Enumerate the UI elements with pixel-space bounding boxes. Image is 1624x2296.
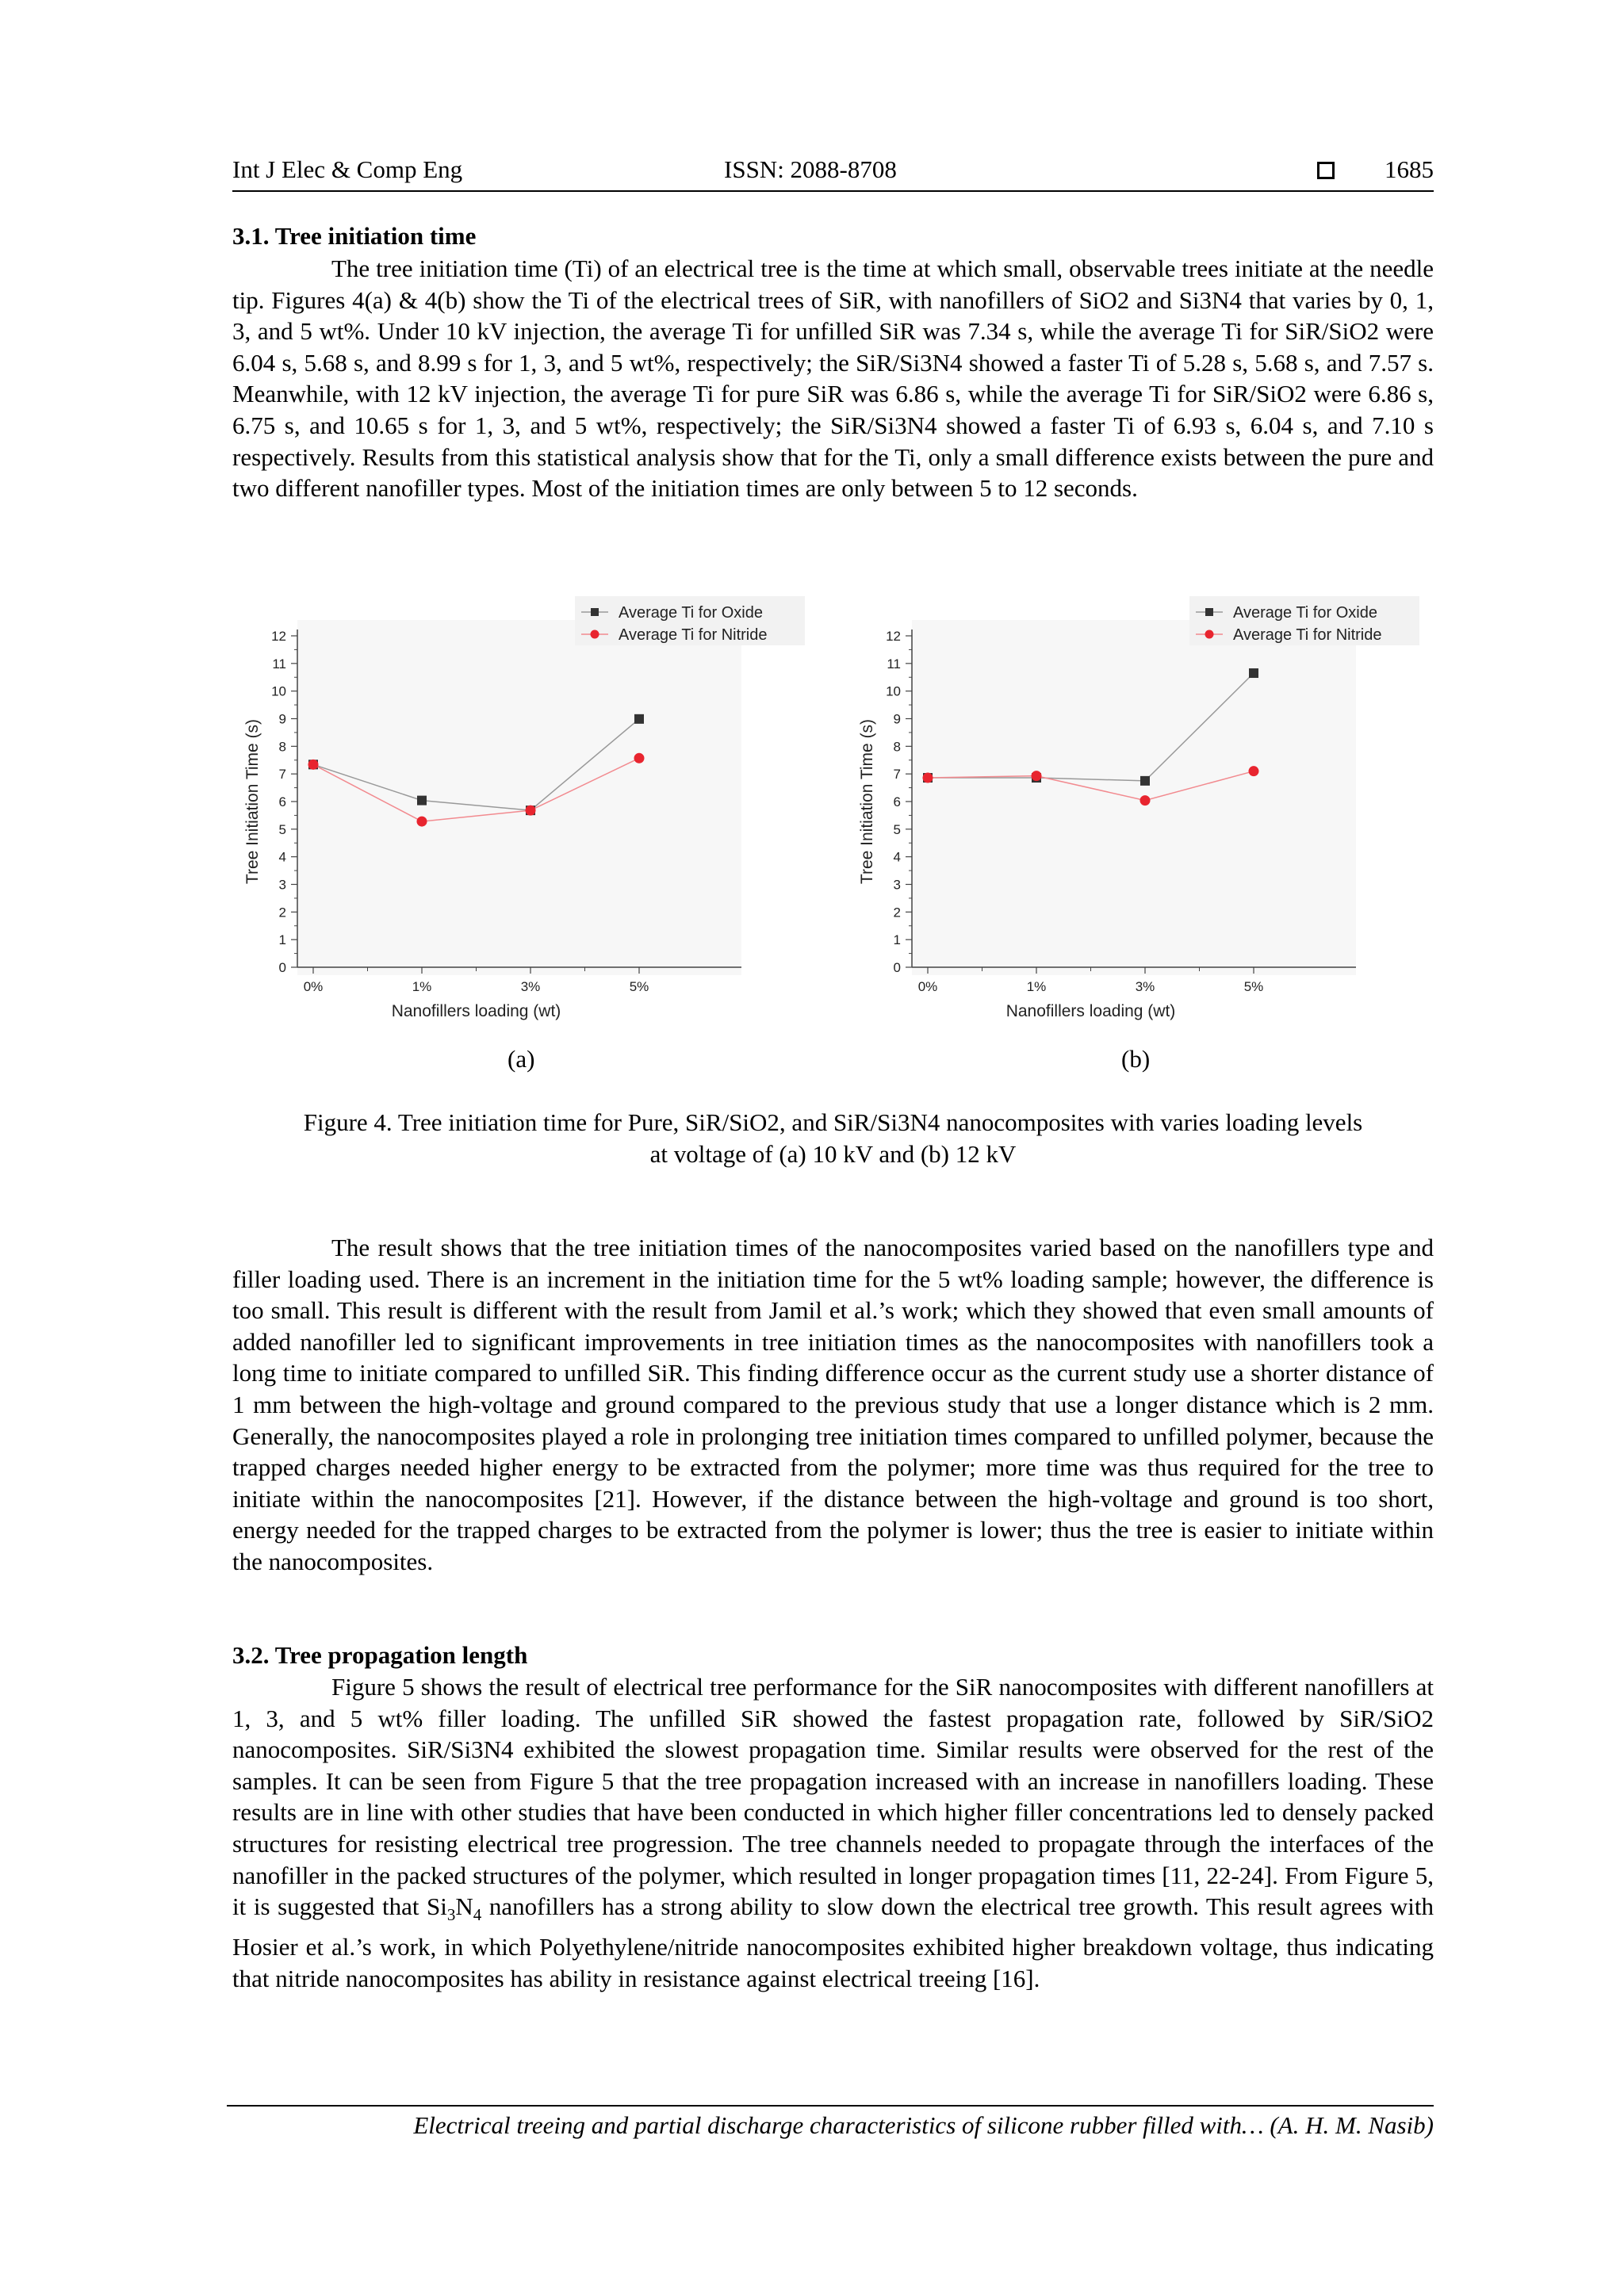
x-tick-label: 1% (412, 979, 432, 994)
y-tick-label: 4 (278, 849, 286, 865)
section-3-1-paragraph: The tree initiation time (Ti) of an electrical tree is the time at which small, observable trees initiate at the needle tip. Figures 4(a) & 4(b) show the Ti of the electrical trees of SiR, with nanofillers of SiO2 and Si3N4 that varies by 0, 1, 3, and 5 wt%. Under 10 kV injection, the average Ti for unfilled SiR was 7.34 s, while the average Ti for SiR/SiO2 were 6.04 s, 5.68 s, and 8.99 s for 1, 3, and 5 wt%, respectively; the SiR/Si3N4 showed a faster Ti of 5.28 s, 5.68 s, and 7.57 s. Meanwhile, with 12 kV injection, the average Ti for pure SiR was 6.86 s, while the average Ti for SiR/SiO2 were 6.86 s, 6.75 s, and 10.65 s for 1, 3, and 5 wt%, respectively; the SiR/Si3N4 showed a faster Ti of 6.93 s, 6.04 s, and 7.10 s respectively. Results from this statistical analysis show that for the Ti, only a small difference exists between the pure and two different nanofiller types. Most of the initiation times are only between 5 to 12 seconds. (232, 254, 1434, 503)
data-point-nitride (634, 753, 645, 763)
section-3-1-title: 3.1. Tree initiation time (232, 222, 477, 250)
checkbox-icon (1317, 162, 1335, 179)
y-tick-label: 8 (278, 739, 286, 755)
legend-label: Average Ti for Nitride (619, 626, 768, 644)
section-3-2-title: 3.2. Tree propagation length (232, 1641, 528, 1669)
data-point-nitride (308, 760, 319, 770)
subscript-3: 3 (446, 1905, 456, 1925)
y-tick-label: 9 (893, 711, 901, 727)
y-axis-label: Tree Initiation Time (s) (858, 718, 876, 885)
chart-a-svg (238, 595, 809, 1031)
y-tick-label: 2 (278, 905, 286, 920)
legend-label: Average Ti for Nitride (1233, 626, 1382, 644)
x-tick-label: 0% (303, 979, 324, 994)
x-tick-label: 0% (917, 979, 938, 994)
journal-name: Int J Elec & Comp Eng (232, 155, 463, 183)
y-tick-label: 3 (893, 877, 901, 893)
legend-label: Average Ti for Oxide (619, 604, 763, 622)
x-tick-label: 3% (520, 979, 541, 994)
x-tick-label: 3% (1135, 979, 1155, 994)
data-point-oxide (634, 714, 644, 724)
data-point-oxide (1140, 776, 1150, 786)
data-point-nitride (923, 773, 933, 783)
y-tick-label: 5 (278, 821, 286, 837)
y-tick-label: 10 (886, 683, 901, 699)
y-tick-label: 11 (272, 656, 286, 672)
running-footer: Electrical treeing and partial discharge characteristics of silicone rubber filled with… (A. H. M. Nasib) (413, 2111, 1434, 2139)
y-tick-label: 0 (278, 960, 286, 975)
y-tick-label: 1 (278, 932, 286, 948)
section-3-2-paragraph (232, 1671, 1434, 1994)
figure-label-b: (b) (1121, 1045, 1151, 1073)
legend-marker-oxide (1205, 608, 1213, 616)
y-tick-label: 2 (893, 905, 901, 920)
y-tick-label: 12 (886, 629, 901, 644)
running-header (232, 152, 1434, 192)
y-tick-label: 1 (893, 932, 901, 948)
x-tick-label: 5% (629, 979, 649, 994)
legend-marker-nitride (1205, 630, 1214, 639)
y-tick-label: 10 (271, 683, 286, 699)
x-tick-label: 5% (1243, 979, 1264, 994)
y-tick-label: 9 (278, 711, 286, 727)
footer-rule (227, 2105, 1434, 2107)
x-axis-label: Nanofillers loading (wt) (1005, 1002, 1176, 1020)
data-point-nitride (1140, 795, 1151, 806)
y-tick-label: 3 (278, 877, 286, 893)
chart-b (852, 595, 1423, 1031)
para-part-2: N (455, 1892, 473, 1921)
x-axis-label: Nanofillers loading (wt) (391, 1002, 561, 1020)
data-point-nitride (1249, 766, 1259, 776)
data-point-nitride (526, 806, 536, 816)
figure-4-caption (232, 1107, 1434, 1169)
data-point-oxide (1249, 668, 1258, 678)
legend-label: Average Ti for Oxide (1233, 604, 1377, 622)
plot-background (297, 620, 741, 975)
issn: ISSN: 2088-8708 (724, 155, 897, 183)
y-axis-label: Tree Initiation Time (s) (243, 718, 262, 885)
subscript-4: 4 (473, 1905, 482, 1925)
x-tick-label: 1% (1026, 979, 1047, 994)
page-number: 1685 (1385, 155, 1434, 183)
y-tick-label: 8 (893, 739, 901, 755)
y-tick-label: 4 (893, 849, 901, 865)
legend-marker-nitride (591, 630, 599, 639)
para-part-3: nanofillers has a strong ability to slow down the electrical tree growth. This result agrees with Hosier et al.’s work, in which Polyethylene/nitride nanocomposites exhibited higher breakdown voltage, thus indicating that nitride nanocomposites has ability in resistance against electrical treeing [16]. (232, 1892, 1434, 1992)
data-point-nitride (1032, 771, 1042, 781)
y-tick-label: 7 (893, 767, 901, 783)
y-tick-label: 5 (893, 821, 901, 837)
chart-b-svg (852, 595, 1423, 1031)
y-tick-label: 11 (887, 656, 901, 672)
discussion-paragraph: The result shows that the tree initiation times of the nanocomposites varied based on the nanofillers type and filler loading used. There is an increment in the initiation time for the 5 wt% loading sample; however, the difference is too small. This result is different with the result from Jamil et al.’s work; which they showed that even small amounts of added nanofiller led to significant improvements in tree initiation times as the nanocomposites with nanofillers took a long time to initiate compared to unfilled SiR. This finding difference occur as the current study use a shorter distance of 1 mm between the high-voltage and ground compared to the previous study that use a longer distance which is 2 mm. Generally, the nanocomposites played a role in prolonging tree initiation times compared to unfilled polymer, because the trapped charges needed higher energy to be extracted from the polymer; more time was thus required for the tree to initiate within the nanocomposites [21]. However, if the distance between the high-voltage and ground is too short, energy needed for the trapped charges to be extracted from the polymer is lower; thus the tree is easier to initiate within the nanocomposites. (232, 1234, 1434, 1575)
data-point-oxide (417, 796, 427, 806)
y-tick-label: 12 (271, 629, 286, 644)
para-part-1: Figure 5 shows the result of electrical tree performance for the SiR nanocomposites with different nanofillers at 1, 3, and 5 wt% filler loading. The unfilled SiR showed the fastest propagation rate, followed by SiR/SiO2 nanocomposites. SiR/Si3N4 exhibited the slowest propagation time. Similar results were observed for the rest of the samples. It can be seen from Figure 5 that the tree propagation increased with an increase in nanofillers loading. These results are in line with other studies that have been conducted in which higher filler concentrations led to densely packed structures for resisting electrical tree progression. The tree channels needed to propagate through the interfaces of the nanofiller in the packed structures of the polymer, which resulted in longer propagation times [11, 22-24]. From Figure 5, it is suggested that Si (232, 1673, 1434, 1921)
y-tick-label: 7 (278, 767, 286, 783)
legend-marker-oxide (591, 608, 599, 616)
caption-line-2: at voltage of (a) 10 kV and (b) 12 kV (649, 1139, 1017, 1168)
caption-line-1: Figure 4. Tree initiation time for Pure, SiR/SiO2, and SiR/Si3N4 nanocomposites with varies loading levels (303, 1108, 1363, 1136)
y-tick-label: 6 (893, 794, 901, 809)
data-point-nitride (417, 817, 427, 827)
y-tick-label: 0 (893, 960, 901, 975)
y-tick-label: 6 (278, 794, 286, 809)
chart-a (238, 595, 809, 1031)
figure-label-a: (a) (508, 1045, 535, 1073)
